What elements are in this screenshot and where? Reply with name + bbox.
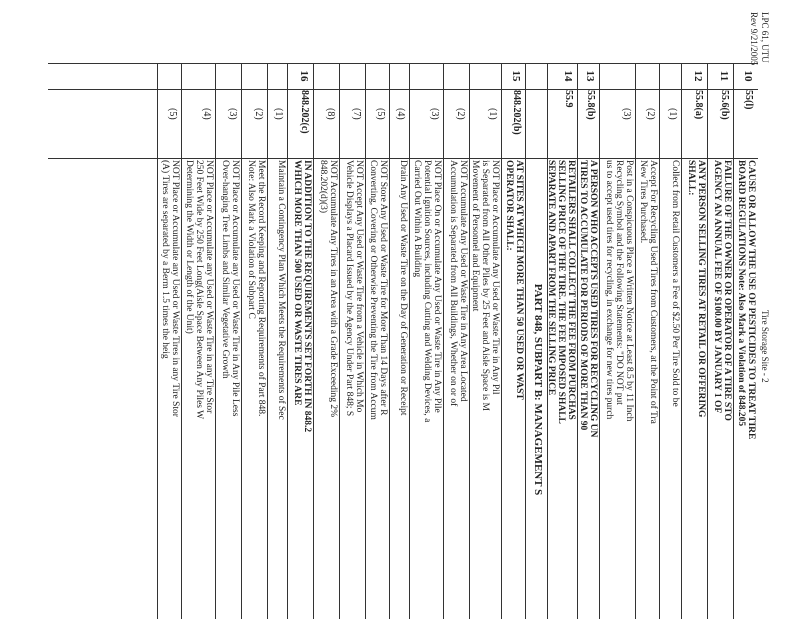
checklist-table: [48, 63, 758, 619]
table-row: [443, 64, 470, 619]
form-code: LPC 61, UTU: [760, 12, 770, 63]
section-ref: 55.6(b): [719, 90, 730, 120]
subitem-label: (1): [667, 108, 678, 120]
form-revision: Rev 9/21/2005: [749, 12, 759, 66]
page-label: Tire Storage Site - 2: [760, 310, 770, 383]
requirement-text: NOT Accept Any Used or Waste Tire from a Vehicle in Which Mo Vehicle Displays a Placard Issued by the Agency Under Part 848; S: [344, 160, 364, 417]
subitem-label: (5): [167, 108, 178, 120]
table-row: [241, 64, 268, 619]
item-number: 12: [692, 70, 704, 82]
item-number: 15: [510, 70, 522, 82]
form-id: [748, 12, 770, 65]
requirement-text: RETAILERS SHALL COLLECT THE FEE FROM PURCHAS SELLING PRICE OF THE TIRE. THE FEE IMPOSED SHALL SEPARATE AND APART FROM THE SELLING PRICE: [546, 160, 576, 424]
subitem-label: (7): [351, 108, 362, 120]
table-row: [365, 64, 390, 619]
table-row: [599, 64, 636, 619]
section-ref: 55.8(a): [693, 90, 704, 120]
requirement-text: NOT Place or Accumulate any Used or Waste Tire in Any Pile Less Over-hanging Tree Limbs and Similar Vegetative Growth: [220, 160, 240, 417]
table-row: [525, 64, 548, 619]
requirement-text: AT SITES AT WHICH MORE THAN 50 USED OR WAST OPERATOR SHALL:: [504, 160, 524, 400]
table-row: [501, 64, 526, 619]
table-row: [267, 64, 288, 619]
section-ref: 55(l): [743, 90, 754, 110]
requirement-text: Accept For Recycling Used Tires from Customers, at the Point of Tra New Tires Purchased.: [638, 160, 658, 424]
table-row: [389, 64, 410, 619]
section-ref: 55.9: [563, 90, 574, 108]
table-row: [635, 64, 660, 619]
requirement-text: NOT Place or Accumulate any Used or Waste Tire in any Tire Stor 250 Feet Wide by 250 Feet Long(Aisle Space Between Any Piles W Determining the Width or Length of the Unit): [184, 160, 214, 420]
table-row: [287, 64, 314, 619]
requirement-text: NOT Accumulate Any Used or Waste Tire in Any Area Located Accumulation is Separated from All Buildings, Whether on or of: [448, 160, 468, 407]
table-row: [733, 64, 758, 619]
requirement-text: NOT Place or Accumulate any Used or Waste Tires in any Tire Stor (A) Tires are separated by a Berm 1.5 times the heig: [160, 160, 180, 417]
item-number: 11: [718, 70, 730, 82]
section-ref: 55.8(b): [585, 90, 596, 120]
requirement-text: Maintain a Contingency Plan Which Meets the Requirements of Sec: [276, 160, 286, 420]
requirement-text: PART 848, SUBPART B: MANAGEMENT S: [532, 283, 544, 496]
item-number: 13: [584, 70, 596, 82]
subitem-label: (4): [395, 108, 406, 120]
requirement-text: Collect from Retail Customers a Fee of $2.50 Per Tire Sold to be: [670, 160, 680, 407]
subitem-label: (2): [253, 108, 264, 120]
requirement-text: CAUSE OR ALLOW THE USE OF PESTICIDES TO TREAT TIRE BOARD REGULATIONS Note: Also Mark a Violation of 848.205: [736, 160, 756, 440]
requirement-text: NOT Place or Accumulate Any Used or Waste Tire in Any Pil is Separated from All Other Piles by 25 Feet and Aisle Space is M Movement of Personnel and Equipment: [470, 160, 500, 411]
table-row: [313, 64, 340, 619]
subitem-label: (3): [227, 108, 238, 120]
section-ref: 848.202(b): [511, 90, 522, 135]
table-row: [681, 64, 708, 619]
table-row: [659, 64, 682, 619]
requirement-text: IN ADDITION TO THE REQUIREMENTS SET FORTH IN 848.2 WHICH MORE THAN 500 USED OR WASTE TIRES ARE: [292, 160, 312, 433]
subitem-label: (3): [429, 108, 440, 120]
requirement-text: NOT Accumulate Any Tires in an Area with a Grade Exceeding 2% 848.202(d)(3): [318, 160, 338, 418]
requirement-text: Post in a Conspicuous Place a Written Notice at Least 8.5 by 11 Inch Recycling Symbol and the Following Statements: "DO NOT put us to accept used tires for recycling, in exchange for new tires purch: [604, 160, 634, 422]
subitem-label: (2): [645, 108, 656, 120]
table-row: [577, 64, 600, 619]
table-row: [547, 64, 578, 619]
item-number: 16: [298, 70, 310, 82]
table-row: [409, 64, 444, 619]
item-number: 10: [742, 70, 754, 82]
subitem-label: (1): [273, 108, 284, 120]
item-number: 14: [562, 70, 574, 82]
requirement-text: FAILURE OF THE OWNER OR OPERATOR OF A TIRE STO AGENCY AN ANNUAL FEE OF $100.00 BY JANUARY 1 OF: [712, 160, 732, 421]
requirement-text: Drain Any Used or Waste Tire on the Day of Generation or Receipt: [398, 160, 408, 416]
requirement-text: ANY PERSON SELLING TIRES AT RETAIL OR OFFERING SHALL:: [686, 160, 706, 418]
requirement-text: NOT Place On or Accumulate Any Used or Waste Tire in Any Pile Potential Ignition Sources, including Cutting and Welding Devices, a Carried Out Within A Building: [412, 160, 442, 423]
requirement-text: Meet the Record Keeping and Reporting Requirements of Part 848. Note: Also Mark a Violation of Subpart C: [246, 160, 266, 417]
section-ref: 848.202(c): [299, 90, 310, 134]
subitem-label: (1): [487, 108, 498, 120]
subitem-label: (8): [325, 108, 336, 120]
requirement-text: A PERSON WHO ACCEPTS USED TIRES FOR RECYCLING UN TIRES TO ACCUMULATE FOR PERIODS OF MORE THAN 90: [578, 160, 598, 438]
table-row: [181, 64, 216, 619]
table-row: [469, 64, 502, 619]
table-row: [339, 64, 366, 619]
table-row: [157, 64, 182, 619]
subitem-label: (4): [201, 108, 212, 120]
requirement-text: NOT Store Any Used or Waste Tire for More Than 14 Days after R Converting, Covering or Otherwise Preventing the Tire from Accum: [368, 160, 388, 420]
subitem-label: (5): [375, 108, 386, 120]
table-row: [707, 64, 734, 619]
table-row: [215, 64, 242, 619]
subitem-label: (2): [455, 108, 466, 120]
subitem-label: (3): [621, 108, 632, 120]
